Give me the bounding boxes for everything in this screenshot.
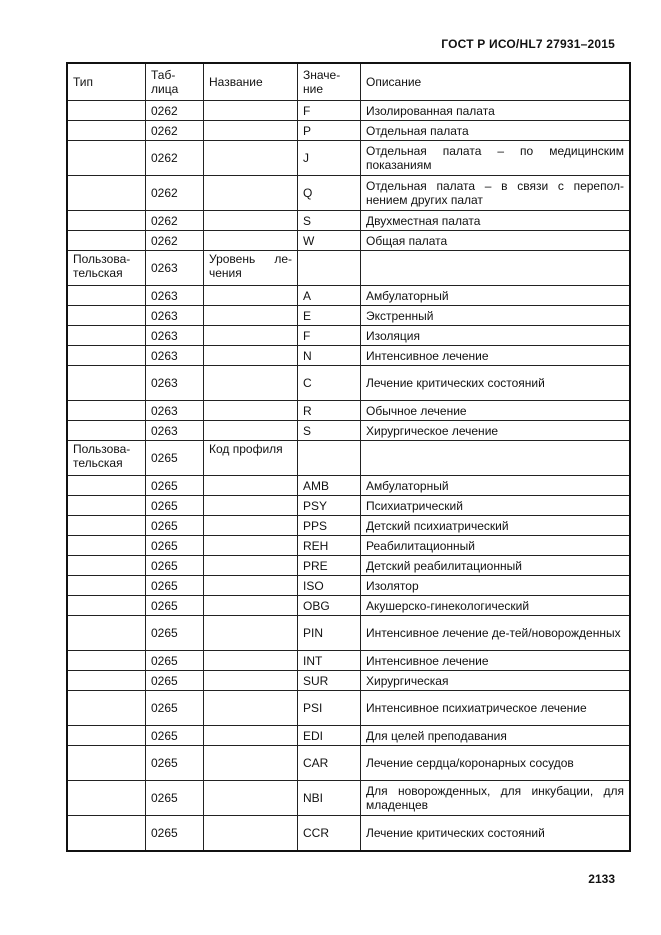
cell-value: CCR: [298, 816, 361, 852]
cell-name: [204, 671, 298, 691]
table-row: [67, 176, 630, 211]
table-row: [67, 651, 630, 671]
table-row: [67, 671, 630, 691]
cell-type: [67, 616, 146, 651]
cell-type: [67, 671, 146, 691]
cell-type: [67, 121, 146, 141]
table-row: [67, 536, 630, 556]
cell-type: [67, 746, 146, 781]
cell-name: [204, 306, 298, 326]
cell-description: Для новорожденных, для инкубации, для младенцев: [361, 781, 631, 816]
cell-name: [204, 346, 298, 366]
table-row: [67, 476, 630, 496]
cell-name: [204, 101, 298, 121]
cell-value: PSY: [298, 496, 361, 516]
cell-value: P: [298, 121, 361, 141]
cell-name: [204, 401, 298, 421]
table-header-row: [67, 63, 630, 101]
cell-type: [67, 556, 146, 576]
cell-table: 0265: [146, 726, 204, 746]
cell-type: [67, 536, 146, 556]
column-header-table: Таб- лица: [146, 63, 204, 101]
cell-table: 0262: [146, 121, 204, 141]
cell-type: [67, 726, 146, 746]
cell-value: W: [298, 231, 361, 251]
cell-value: PIN: [298, 616, 361, 651]
cell-table: 0263: [146, 401, 204, 421]
cell-description: Отдельная палата: [361, 121, 631, 141]
cell-value: PPS: [298, 516, 361, 536]
cell-type: [67, 691, 146, 726]
table-row: [67, 326, 630, 346]
cell-name: [204, 781, 298, 816]
cell-description: Амбулаторный: [361, 476, 631, 496]
cell-name: [204, 816, 298, 852]
cell-value: EDI: [298, 726, 361, 746]
cell-description: Хирургическая: [361, 671, 631, 691]
cell-description: Интенсивное психиатрическое лечение: [361, 691, 631, 726]
cell-description: Амбулаторный: [361, 286, 631, 306]
cell-description: Реабилитационный: [361, 536, 631, 556]
table-row: [67, 121, 630, 141]
cell-type: [67, 576, 146, 596]
document-header: ГОСТ Р ИСО/HL7 27931–2015: [441, 37, 615, 51]
cell-name: [204, 141, 298, 176]
cell-description: Интенсивное лечение: [361, 651, 631, 671]
table-row: [67, 441, 630, 476]
cell-description: Для целей преподавания: [361, 726, 631, 746]
table-row: [67, 286, 630, 306]
cell-value: J: [298, 141, 361, 176]
cell-value: CAR: [298, 746, 361, 781]
cell-description: Хирургическое лечение: [361, 421, 631, 441]
table-row: [67, 421, 630, 441]
cell-description: [361, 251, 631, 286]
cell-description: Общая палата: [361, 231, 631, 251]
cell-table: 0262: [146, 141, 204, 176]
table-row: [67, 496, 630, 516]
table-row: [67, 251, 630, 286]
table-row: [67, 211, 630, 231]
cell-name: [204, 726, 298, 746]
cell-description: Психиатрический: [361, 496, 631, 516]
cell-type: [67, 596, 146, 616]
cell-name: [204, 176, 298, 211]
cell-name: [204, 121, 298, 141]
table-row: [67, 816, 630, 852]
cell-type: [67, 176, 146, 211]
cell-type: [67, 286, 146, 306]
cell-value: A: [298, 286, 361, 306]
cell-table: 0265: [146, 781, 204, 816]
code-table: [66, 62, 631, 852]
cell-name: [204, 616, 298, 651]
cell-value: ISO: [298, 576, 361, 596]
cell-description: Интенсивное лечение: [361, 346, 631, 366]
cell-description: Лечение критических состояний: [361, 816, 631, 852]
table-row: [67, 746, 630, 781]
cell-value: INT: [298, 651, 361, 671]
cell-description: Обычное лечение: [361, 401, 631, 421]
cell-table: 0265: [146, 536, 204, 556]
table-row: [67, 101, 630, 121]
cell-table: 0265: [146, 671, 204, 691]
cell-table: 0265: [146, 576, 204, 596]
cell-description: Акушерско-гинекологический: [361, 596, 631, 616]
cell-name: [204, 421, 298, 441]
column-header-description: Описание: [361, 63, 631, 101]
cell-name: [204, 536, 298, 556]
column-header-name: Название: [204, 63, 298, 101]
cell-table: 0263: [146, 326, 204, 346]
cell-description: Экстренный: [361, 306, 631, 326]
cell-table: 0265: [146, 556, 204, 576]
cell-description: Отдельная палата – по медицинским показаниям: [361, 141, 631, 176]
table-row: [67, 576, 630, 596]
cell-value: F: [298, 101, 361, 121]
cell-table: 0262: [146, 101, 204, 121]
cell-value: E: [298, 306, 361, 326]
cell-description: Отдельная палата – в связи с перепол-нением других палат: [361, 176, 631, 211]
cell-table: 0263: [146, 306, 204, 326]
page-number: 2133: [588, 872, 615, 886]
cell-type: [67, 101, 146, 121]
cell-value: [298, 251, 361, 286]
cell-name: [204, 496, 298, 516]
cell-type: [67, 141, 146, 176]
cell-name: [204, 231, 298, 251]
table-row: [67, 596, 630, 616]
cell-type: [67, 516, 146, 536]
cell-value: R: [298, 401, 361, 421]
cell-description: Детский психиатрический: [361, 516, 631, 536]
table-row: [67, 141, 630, 176]
column-header-value: Значе- ние: [298, 63, 361, 101]
cell-table: 0263: [146, 421, 204, 441]
cell-value: PRE: [298, 556, 361, 576]
cell-description: Двухместная палата: [361, 211, 631, 231]
table-row: [67, 616, 630, 651]
cell-table: 0262: [146, 231, 204, 251]
cell-value: C: [298, 366, 361, 401]
cell-table: 0265: [146, 516, 204, 536]
cell-name: [204, 596, 298, 616]
cell-value: F: [298, 326, 361, 346]
cell-type: [67, 476, 146, 496]
cell-name: [204, 576, 298, 596]
cell-table: 0263: [146, 346, 204, 366]
table-row: [67, 231, 630, 251]
cell-type: [67, 421, 146, 441]
cell-description: Изолированная палата: [361, 101, 631, 121]
cell-value: SUR: [298, 671, 361, 691]
cell-table: 0263: [146, 251, 204, 286]
cell-value: [298, 441, 361, 476]
cell-value: OBG: [298, 596, 361, 616]
cell-description: Лечение критических состояний: [361, 366, 631, 401]
cell-type: Пользова-тельская: [67, 251, 146, 286]
column-header-type: Тип: [67, 63, 146, 101]
cell-table: 0265: [146, 616, 204, 651]
cell-value: S: [298, 421, 361, 441]
cell-name: [204, 476, 298, 496]
cell-table: 0262: [146, 211, 204, 231]
cell-description: Лечение сердца/коронарных сосудов: [361, 746, 631, 781]
cell-name: [204, 326, 298, 346]
cell-value: S: [298, 211, 361, 231]
cell-type: [67, 231, 146, 251]
cell-table: 0265: [146, 476, 204, 496]
cell-table: 0263: [146, 366, 204, 401]
cell-table: 0265: [146, 651, 204, 671]
table-row: [67, 556, 630, 576]
cell-table: 0265: [146, 691, 204, 726]
table-row: [67, 401, 630, 421]
cell-name: Уровень ле-чения: [204, 251, 298, 286]
cell-table: 0265: [146, 496, 204, 516]
cell-value: REH: [298, 536, 361, 556]
cell-name: [204, 691, 298, 726]
table-row: [67, 781, 630, 816]
cell-name: [204, 286, 298, 306]
table-row: [67, 306, 630, 326]
cell-name: [204, 516, 298, 536]
cell-description: Интенсивное лечение де-тей/новорожденных: [361, 616, 631, 651]
cell-table: 0263: [146, 286, 204, 306]
cell-value: N: [298, 346, 361, 366]
table-row: [67, 516, 630, 536]
cell-value: NBI: [298, 781, 361, 816]
cell-value: PSI: [298, 691, 361, 726]
cell-type: [67, 211, 146, 231]
table-row: [67, 346, 630, 366]
cell-type: [67, 816, 146, 852]
cell-name: Код профиля: [204, 441, 298, 476]
cell-type: [67, 306, 146, 326]
cell-description: Детский реабилитационный: [361, 556, 631, 576]
table-row: [67, 366, 630, 401]
cell-table: 0265: [146, 596, 204, 616]
cell-type: [67, 651, 146, 671]
cell-table: 0265: [146, 746, 204, 781]
cell-type: [67, 366, 146, 401]
cell-name: [204, 556, 298, 576]
cell-type: [67, 496, 146, 516]
cell-name: [204, 366, 298, 401]
cell-name: [204, 211, 298, 231]
cell-type: [67, 346, 146, 366]
cell-type: [67, 781, 146, 816]
cell-type: [67, 326, 146, 346]
cell-name: [204, 651, 298, 671]
cell-table: 0265: [146, 816, 204, 852]
cell-value: AMB: [298, 476, 361, 496]
cell-value: Q: [298, 176, 361, 211]
table-row: [67, 691, 630, 726]
cell-description: Изоляция: [361, 326, 631, 346]
cell-description: Изолятор: [361, 576, 631, 596]
cell-type: [67, 401, 146, 421]
cell-table: 0265: [146, 441, 204, 476]
cell-table: 0262: [146, 176, 204, 211]
cell-name: [204, 746, 298, 781]
cell-type: Пользова-тельская: [67, 441, 146, 476]
cell-description: [361, 441, 631, 476]
table-row: [67, 726, 630, 746]
